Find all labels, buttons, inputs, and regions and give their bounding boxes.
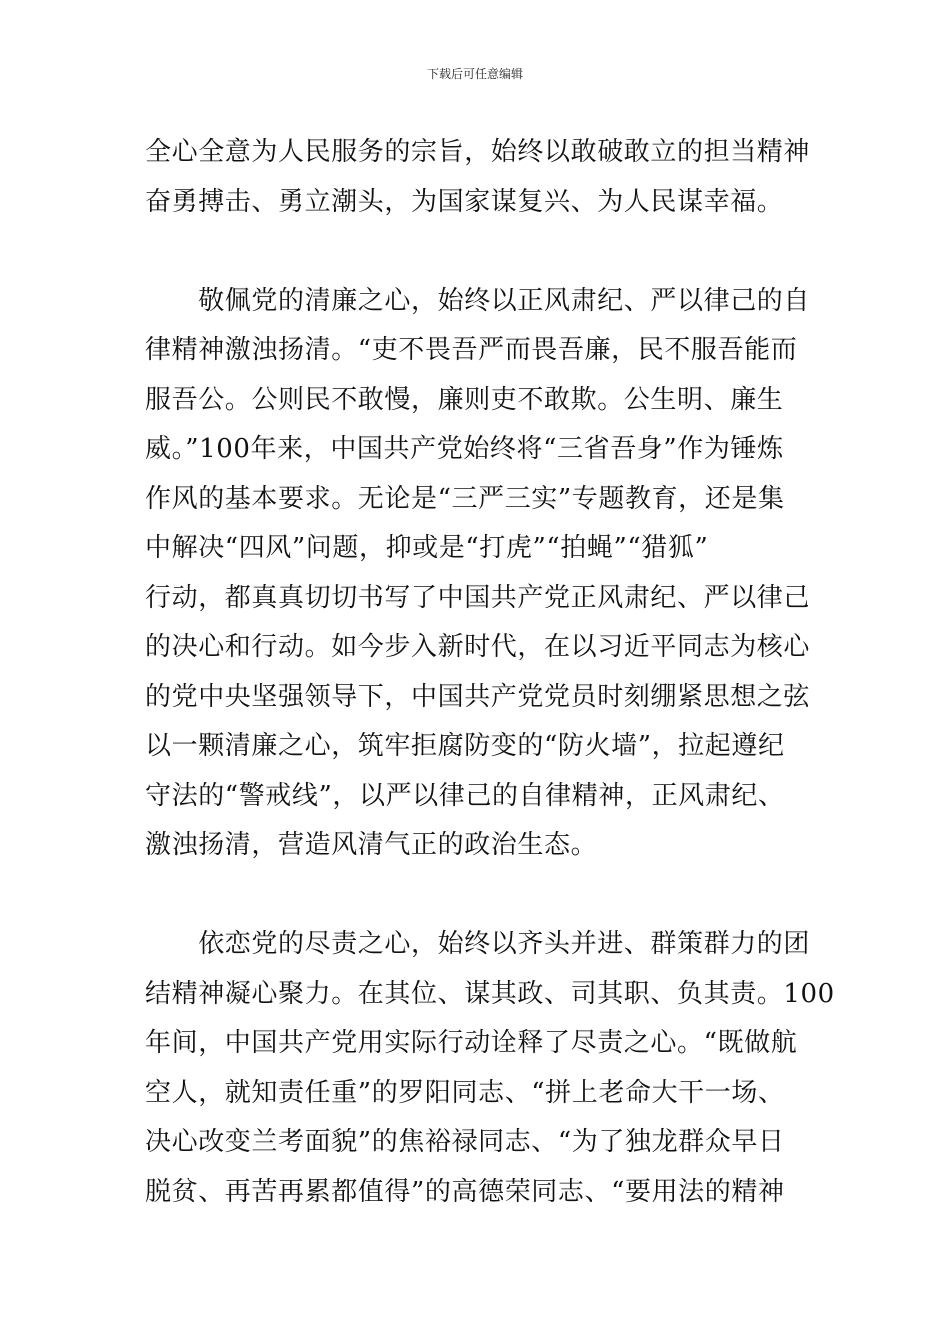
paragraph-spacer bbox=[145, 871, 815, 921]
text-line: 的党中央坚强领导下，中国共产党党员时刻绷紧思想之弦 bbox=[145, 681, 811, 712]
text-line: 的决心和行动。如今步入新时代，在以习近平同志为核心 bbox=[145, 632, 811, 662]
text-line: 作风的基本要求。无论是“三严三实”专题教育，还是集 bbox=[145, 483, 785, 514]
text-line: 行动，都真真切切书写了中国共产党正风肃纪、严以律己 bbox=[145, 582, 811, 613]
paragraph-3 bbox=[145, 920, 835, 1217]
text-line: 结精神凝心聚力。在其位、谋其政、司其职、负其责。100 bbox=[145, 978, 835, 1009]
text-line: 服吾公。公则民不敢慢，廉则吏不敢欺。公生明、廉生 bbox=[145, 384, 784, 415]
document-body bbox=[145, 128, 835, 1217]
text-line: 依恋党的尽责之心，始终以齐头并进、群策群力的团 bbox=[145, 929, 811, 959]
paragraph-2 bbox=[145, 277, 815, 871]
text-line: 年间，中国共产党用实际行动诠释了尽责之心。“既做航 bbox=[145, 1028, 798, 1058]
text-line: 威。”100年来，中国共产党始终将“三省吾身”作为锤炼 bbox=[145, 434, 784, 464]
text-line: 空人，就知责任重”的罗阳同志、“拼上老命大干一场、 bbox=[145, 1077, 785, 1108]
text-line: 激浊扬清，营造风清气正的政治生态。 bbox=[145, 830, 598, 860]
text-line: 全心全意为人民服务的宗旨，始终以敢破敢立的担当精神 bbox=[145, 137, 811, 167]
text-line: 中解决“四风”问题，抑或是“打虎”“拍蝇”“猎狐” bbox=[145, 533, 709, 563]
text-line: 奋勇搏击、勇立潮头，为国家谋复兴、为人民谋幸福。 bbox=[145, 186, 784, 217]
text-line: 守法的“警戒线”，以严以律己的自律精神，正风肃纪、 bbox=[145, 780, 785, 811]
paragraph-1 bbox=[145, 128, 815, 227]
text-line: 律精神激浊扬清。“吏不畏吾严而畏吾廉，民不服吾能而 bbox=[145, 335, 798, 365]
page-header: 下载后可任意编辑 bbox=[426, 67, 523, 81]
text-line: 以一颗清廉之心，筑牢拒腐防变的“防火墙”，拉起遵纪 bbox=[145, 731, 785, 761]
text-line: 脱贫、再苦再累都值得”的高德荣同志、“要用法的精神 bbox=[145, 1176, 785, 1207]
paragraph-spacer bbox=[145, 227, 815, 277]
text-line: 敬佩党的清廉之心，始终以正风肃纪、严以律己的自 bbox=[145, 285, 811, 316]
text-line: 决心改变兰考面貌”的焦裕禄同志、“为了独龙群众早日 bbox=[145, 1127, 785, 1157]
